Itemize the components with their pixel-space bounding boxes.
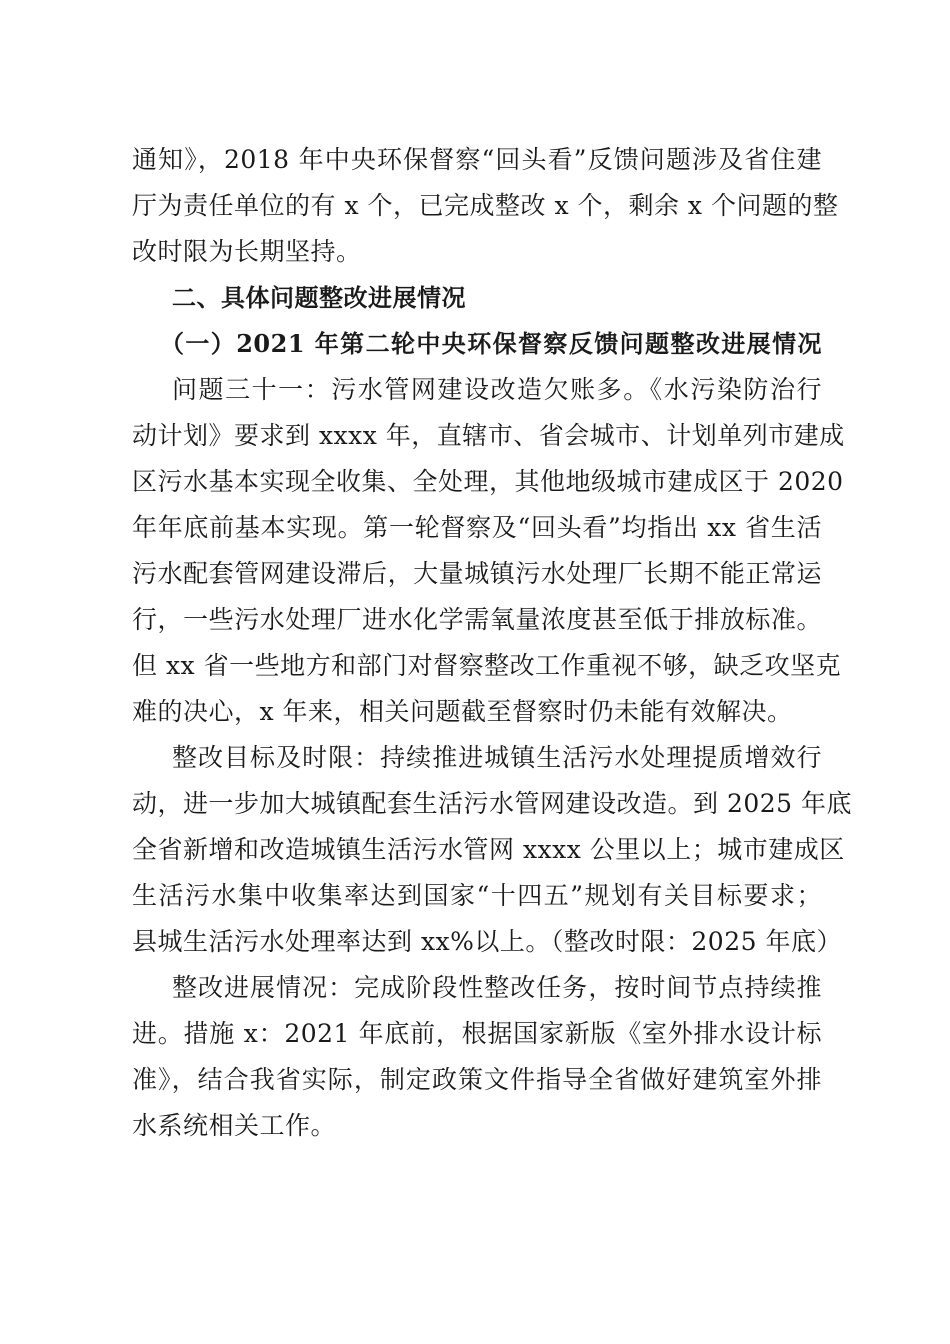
paragraph-line: 厅为责任单位的有 x 个，已完成整改 x 个，剩余 x 个问题的整 [132, 191, 839, 220]
paragraph-line: 通知》，2018 年中央环保督察“回头看”反馈问题涉及省住建 [132, 145, 822, 174]
paragraph-line: 整改目标及时限：持续推进城镇生活污水处理提质增效行 [172, 743, 822, 772]
paragraph-line: 但 xx 省一些地方和部门对督察整改工作重视不够，缺乏攻坚克 [132, 651, 842, 680]
paragraph-line: 难的决心，x 年来，相关问题截至督察时仍未能有效解决。 [132, 697, 793, 726]
paragraph-line: 年年底前基本实现。第一轮督察及“回头看”均指出 xx 省生活 [132, 513, 822, 542]
paragraph-line: 准》，结合我省实际，制定政策文件指导全省做好建筑室外排 [132, 1065, 822, 1094]
paragraph-line: 改时限为长期坚持。 [132, 237, 362, 266]
paragraph-line: 问题三十一：污水管网建设改造欠账多。《水污染防治行 [172, 375, 822, 404]
paragraph-line: 生活污水集中收集率达到国家“十四五”规划有关目标要求； [132, 881, 822, 910]
paragraph-line: 动，进一步加大城镇配套生活污水管网建设改造。到 2025 年底 [132, 789, 853, 818]
paragraph-line: 区污水基本实现全收集、全处理，其他地级城市建成区于 2020 [132, 467, 844, 496]
paragraph-line: 动计划》要求到 xxxx 年，直辖市、省会城市、计划单列市建成 [132, 421, 845, 450]
paragraph-line: 整改进展情况：完成阶段性整改任务，按时间节点持续推 [172, 973, 822, 1002]
paragraph-line: 进。措施 x：2021 年底前，根据国家新版《室外排水设计标 [132, 1019, 822, 1048]
paragraph-line: 污水配套管网建设滞后，大量城镇污水处理厂长期不能正常运 [132, 559, 822, 588]
paragraph-line: 县城生活污水处理率达到 xx%以上。（整改时限：2025 年底） [132, 927, 842, 956]
paragraph-line: 全省新增和改造城镇生活污水管网 xxxx 公里以上；城市建成区 [132, 835, 845, 864]
subsection-heading: （一）2021 年第二轮中央环保督察反馈问题整改进展情况 [160, 329, 822, 358]
paragraph-line: 水系统相关工作。 [132, 1111, 337, 1140]
section-heading: 二、具体问题整改进展情况 [172, 284, 466, 312]
paragraph-line: 行，一些污水处理厂进水化学需氧量浓度甚至低于排放标准。 [132, 605, 822, 634]
